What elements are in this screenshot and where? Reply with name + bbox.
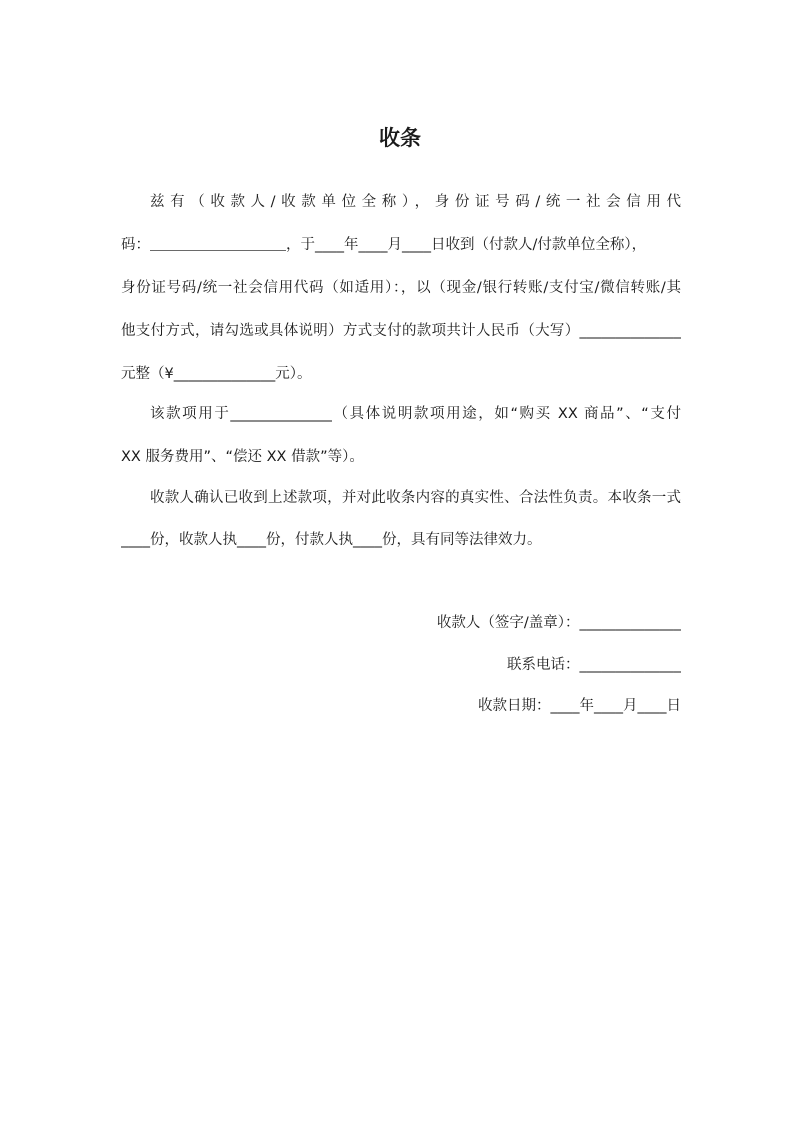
paragraph-3-line-1: 收款人确认已收到上述款项，并对此收条内容的真实性、合法性负责。本收条一式 [150, 490, 681, 506]
receipt-date-line: 收款日期：____年____月____日 [478, 698, 681, 714]
paragraph-1-line-4: 他支付方式，请勾选或具体说明）方式支付的款项共计人民币（大写）______________ [121, 323, 681, 339]
paragraph-1-line-3: 身份证号码/统一社会信用代码（如适用）：，以（现金/银行转账/支付宝/微信转账/其 [121, 280, 681, 296]
paragraph-2-line-1: 该款项用于______________（具体说明款项用途，如“购买 XX 商品”、“支付 [150, 406, 681, 422]
document-title: 收条 [379, 126, 421, 150]
id-number-blank [150, 235, 286, 251]
payee-signature-line: 收款人（签字/盖章）：______________ [436, 615, 681, 631]
contact-phone-line: 联系电话：______________ [507, 657, 681, 673]
paragraph-2-line-2: XX 服务费用”、“偿还 XX 借款”等）。 [121, 449, 364, 465]
paragraph-1-line-2 [121, 234, 681, 256]
paragraph-1-line-1: 兹有（收款人/收款单位全称），身份证号码/统一社会信用代 [150, 194, 681, 210]
paragraph-1-line-5: 元整（¥______________元）。 [121, 366, 312, 382]
paragraph-3-line-2: ____份，收款人执____份，付款人执____份，具有同等法律效力。 [121, 532, 542, 548]
id-number-label: 码： [121, 237, 150, 253]
receipt-date-text: ，于____年____月____日收到（付款人/付款单位全称）， [286, 237, 647, 253]
